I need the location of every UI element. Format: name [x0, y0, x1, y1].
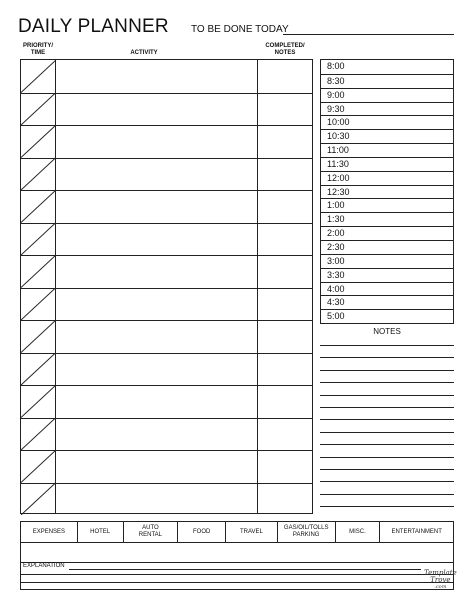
activity-grid	[20, 59, 313, 514]
notes-line[interactable]	[320, 506, 454, 507]
activity-row-divider	[21, 190, 312, 191]
activity-row-divider	[21, 125, 312, 126]
todo-input-line[interactable]	[283, 34, 454, 35]
explanation-label: EXPLANATION	[23, 563, 65, 569]
notes-line[interactable]	[320, 407, 454, 408]
notes-line[interactable]	[320, 444, 454, 445]
priority-diagonal	[21, 60, 56, 93]
time-slot: 9:00	[321, 88, 453, 102]
expense-column-header: ENTERTAINMENT	[391, 528, 442, 535]
priority-diagonal	[21, 320, 56, 353]
activity-row-divider	[21, 288, 312, 289]
activity-row-divider	[21, 320, 312, 321]
activity-row-divider	[21, 483, 312, 484]
priority-time-header: PRIORITY/ TIME	[22, 43, 53, 56]
time-slot: 3:30	[321, 268, 453, 282]
priority-diagonal	[21, 125, 56, 158]
expense-column-header: GAS/OIL/TOLLS PARKING	[278, 522, 336, 542]
notes-line[interactable]	[320, 494, 454, 495]
notes-line[interactable]	[320, 395, 454, 396]
logo-line-2: Trove	[430, 576, 451, 584]
activity-row-divider	[21, 385, 312, 386]
expense-column-header: TRAVEL	[226, 522, 278, 542]
time-slot: 1:30	[321, 212, 453, 226]
notes-heading: NOTES	[373, 327, 401, 336]
time-slot: 1:00	[321, 198, 453, 212]
template-trove-logo	[424, 570, 457, 591]
priority-diagonal	[21, 385, 56, 418]
notes-line[interactable]	[320, 469, 454, 470]
time-slot: 9:30	[321, 102, 453, 116]
notes-line[interactable]	[320, 432, 454, 433]
expense-column-header: EXPENSES	[21, 522, 78, 542]
priority-diagonal	[21, 288, 56, 321]
completed-column-divider	[257, 60, 258, 513]
notes-line[interactable]	[320, 345, 454, 346]
time-slot: 12:00	[321, 171, 453, 185]
time-slot: 8:30	[321, 74, 453, 88]
expense-column-header: HOTEL	[78, 522, 124, 542]
activity-row-divider	[21, 255, 312, 256]
logo-line-1: Template	[424, 569, 457, 577]
notes-line[interactable]	[320, 370, 454, 371]
notes-line[interactable]	[320, 357, 454, 358]
expense-column-header: AUTO RENTAL	[124, 522, 179, 542]
activity-row-divider	[21, 158, 312, 159]
activity-row-divider	[21, 418, 312, 419]
time-slot: 11:30	[321, 157, 453, 171]
time-schedule	[320, 59, 454, 324]
logo-line-3: .com	[434, 584, 447, 590]
activity-row-divider	[21, 353, 312, 354]
priority-diagonal	[21, 223, 56, 256]
time-slot: 4:00	[321, 282, 453, 296]
time-slot: 8:00	[327, 61, 345, 71]
page-title: DAILY PLANNER	[18, 16, 169, 37]
todo-label: TO BE DONE TODAY	[191, 24, 289, 35]
expenses-row-divider	[21, 542, 453, 543]
priority-diagonal	[21, 450, 56, 483]
expenses-header-row	[21, 522, 453, 542]
activity-row-divider	[21, 223, 312, 224]
notes-line[interactable]	[320, 419, 454, 420]
expense-column-header: MISC.	[336, 522, 381, 542]
time-slot: 2:00	[321, 226, 453, 240]
time-slot: 10:30	[321, 129, 453, 143]
activity-row-divider	[21, 93, 312, 94]
priority-diagonal	[21, 93, 56, 126]
priority-diagonal	[21, 353, 56, 386]
notes-line[interactable]	[320, 481, 454, 482]
activity-row-divider	[21, 450, 312, 451]
time-slot: 11:00	[321, 143, 453, 157]
expenses-row-divider	[21, 562, 453, 563]
expense-column-header: FOOD	[178, 522, 226, 542]
notes-line[interactable]	[320, 457, 454, 458]
priority-diagonal	[21, 418, 56, 451]
expenses-row-divider	[21, 582, 453, 583]
priority-diagonal	[21, 255, 56, 288]
notes-line[interactable]	[320, 382, 454, 383]
explanation-line[interactable]	[69, 569, 421, 570]
time-slot: 2:30	[321, 240, 453, 254]
time-slot: 4:30	[321, 295, 453, 309]
time-slot: 5:00	[321, 309, 453, 323]
completed-notes-header: COMPLETED/ NOTES	[265, 43, 305, 56]
priority-diagonals	[21, 60, 56, 515]
time-slot: 12:30	[321, 185, 453, 199]
priority-diagonal	[21, 158, 56, 191]
priority-diagonal	[21, 483, 56, 516]
expenses-table	[20, 521, 454, 590]
time-slot: 10:00	[321, 115, 453, 129]
priority-diagonal	[21, 190, 56, 223]
expenses-row-divider	[21, 574, 453, 575]
activity-header: ACTIVITY	[130, 50, 158, 56]
time-slot: 3:00	[321, 254, 453, 268]
